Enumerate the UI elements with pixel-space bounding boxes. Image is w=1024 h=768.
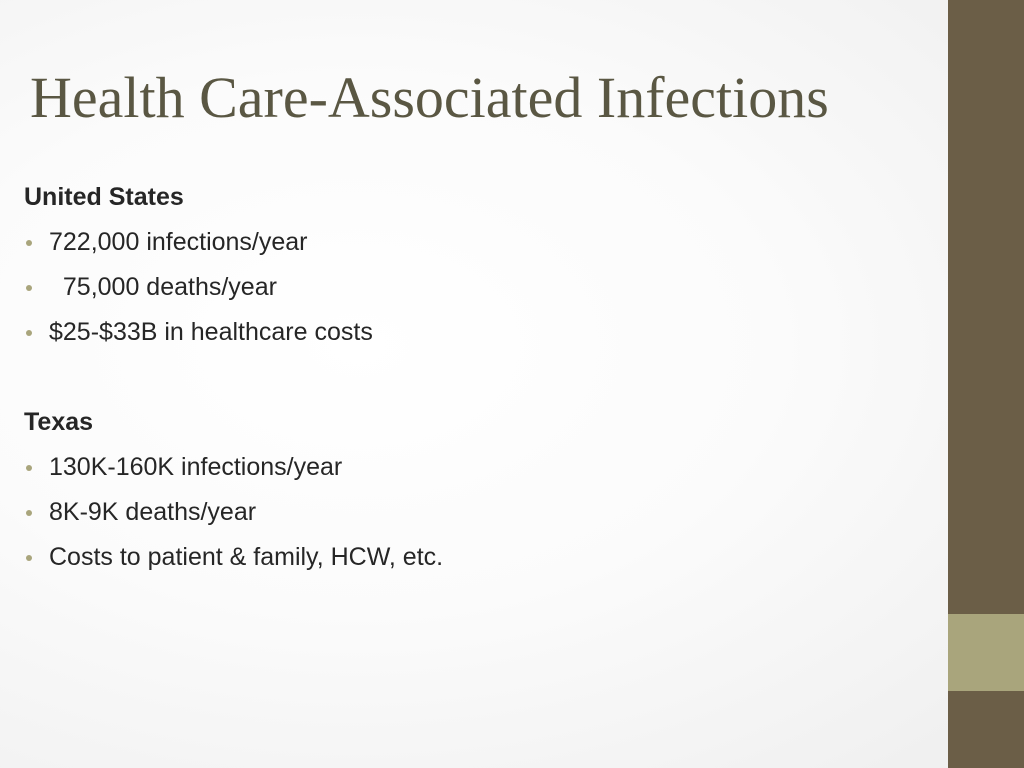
- list-item-text: Costs to patient & family, HCW, etc.: [49, 543, 444, 571]
- section-heading: Texas: [24, 408, 94, 436]
- list-item: [24, 220, 924, 265]
- section-heading: United States: [24, 183, 184, 211]
- bullet-dot-icon: [26, 285, 32, 291]
- section-texas: [24, 400, 924, 580]
- bullet-dot-icon: [26, 465, 32, 471]
- list-item: [24, 535, 924, 580]
- list-item-text: 130K-160K infections/year: [49, 453, 343, 481]
- list-item: [24, 265, 924, 310]
- list-item: [24, 490, 924, 535]
- bullet-list: [24, 445, 924, 580]
- bullet-dot-icon: [26, 555, 32, 561]
- section-spacer: [24, 355, 924, 400]
- bullet-dot-icon: [26, 240, 32, 246]
- list-item: [24, 310, 924, 355]
- bullet-dot-icon: [26, 330, 32, 336]
- section-united-states: [24, 175, 924, 355]
- list-item: [24, 445, 924, 490]
- decorative-sidebar-accent: [948, 614, 1024, 691]
- list-item-text: 75,000 deaths/year: [49, 273, 277, 301]
- slide-content: [24, 175, 924, 580]
- bullet-list: [24, 220, 924, 355]
- list-item-text: 722,000 infections/year: [49, 228, 308, 256]
- list-item-text: 8K-9K deaths/year: [49, 498, 257, 526]
- list-item-text: $25-$33B in healthcare costs: [49, 318, 373, 346]
- bullet-dot-icon: [26, 510, 32, 516]
- slide-title: Health Care-Associated Infections: [30, 65, 829, 130]
